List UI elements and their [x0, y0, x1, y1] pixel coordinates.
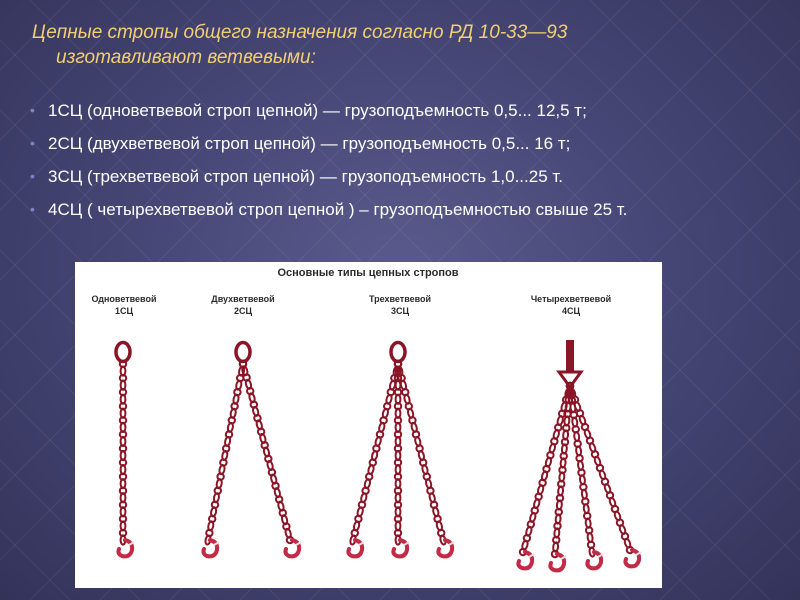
chain-leg	[120, 361, 126, 545]
chain-leg	[395, 361, 401, 545]
master-link-icon	[236, 343, 250, 362]
bullet-text: 1СЦ (одноветвевой строп цепной) — грузоподъемность 0,5... 12,5 т;	[48, 101, 587, 120]
sling-code-label: 4СЦ	[561, 306, 581, 316]
master-link-icon	[116, 343, 130, 362]
master-link-icon	[391, 343, 405, 362]
bullet-item	[28, 131, 768, 156]
bullet-item	[28, 98, 768, 123]
bullet-text: 4СЦ ( четырехветвевой строп цепной ) – грузоподъемностью свыше 25 т.	[48, 200, 628, 219]
sling-name-label: Одноветвевой	[91, 294, 157, 304]
figure-heading: Основные типы цепных стропов	[277, 267, 459, 279]
bullet-marker-icon: •	[30, 102, 35, 118]
chain-slings-figure	[75, 262, 662, 588]
slings-drawing	[116, 340, 641, 570]
title-line-2: изготавливают ветвевыми:	[56, 47, 316, 68]
chain-slings-illustration	[75, 262, 662, 588]
bullet-item	[28, 164, 768, 189]
chain-leg	[205, 360, 247, 545]
chain-leg	[394, 360, 446, 545]
bullet-marker-icon: •	[30, 135, 35, 151]
title-line-1: Цепные стропы общего назначения согласно РД 10-33—93	[32, 22, 568, 43]
chain-leg	[239, 360, 294, 544]
bullet-marker-icon: •	[30, 201, 35, 217]
bullet-text: 2СЦ (двухветвевой строп цепной) — грузоподъемность 0,5... 16 т;	[48, 134, 571, 153]
sling-name-label: Четырехветвевой	[530, 294, 612, 304]
sling-code-label: 3СЦ	[390, 306, 410, 316]
master-link-bar	[566, 340, 574, 372]
slide-title	[32, 20, 732, 70]
bullet-list	[28, 98, 768, 230]
bullet-text: 3СЦ (трехветвевой строп цепной) — грузоподъемность 1,0...25 т.	[48, 167, 564, 186]
bullet-item	[28, 197, 768, 222]
sling-code-label: 1СЦ	[114, 306, 134, 316]
sling-name-label: Трехветвевой	[368, 294, 432, 304]
sling-name-label: Двухветвевой	[211, 294, 275, 304]
bullet-marker-icon: •	[30, 168, 35, 184]
chain-leg	[566, 382, 634, 554]
sub-link-triangle	[559, 372, 581, 387]
sling-code-label: 2СЦ	[233, 306, 253, 316]
chain-leg	[350, 360, 402, 545]
